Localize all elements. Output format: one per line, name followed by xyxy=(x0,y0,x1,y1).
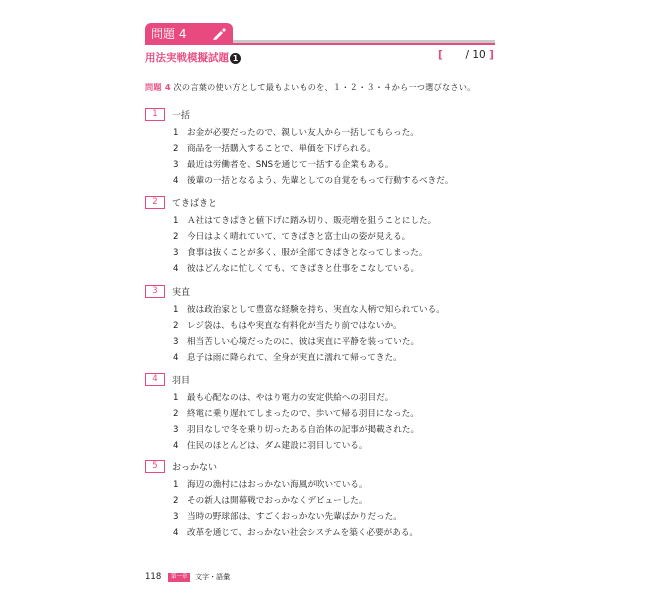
question-block xyxy=(145,196,436,277)
question-word: おっかない xyxy=(172,463,218,473)
answer-option[interactable] xyxy=(145,157,453,173)
question-block xyxy=(145,460,418,541)
score-total: / 10 xyxy=(465,49,486,61)
question-word: てきぱきと xyxy=(172,199,218,209)
option-number: 4 xyxy=(173,528,179,538)
question-header xyxy=(145,285,445,299)
answer-option[interactable] xyxy=(145,390,419,406)
option-number: 4 xyxy=(173,264,179,274)
option-text: Ａ社はてきぱきと値下げに踏み切り、販売増を狙うことにした。 xyxy=(187,216,437,226)
answer-option[interactable] xyxy=(145,125,453,141)
option-text: 最近は労働者を、SNSを通じて一括する企業もある。 xyxy=(187,160,394,170)
option-number: 3 xyxy=(173,337,179,347)
option-number: 1 xyxy=(173,305,179,315)
option-number: 4 xyxy=(173,176,179,186)
question-header xyxy=(145,373,419,387)
option-text: 今日はよく晴れていて、てきぱきと富士山の姿が見える。 xyxy=(187,232,411,242)
answer-option[interactable] xyxy=(145,318,445,334)
option-number: 2 xyxy=(173,144,179,154)
option-number: 4 xyxy=(173,353,179,363)
answer-option[interactable] xyxy=(145,213,436,229)
option-text: 終電に乗り遅れてしまったので、歩いて帰る羽目になった。 xyxy=(187,409,419,419)
question-word: 実直 xyxy=(172,288,191,298)
option-list xyxy=(145,477,418,541)
section-tab-label: 問題 4 xyxy=(151,27,187,41)
option-number: 2 xyxy=(173,321,179,331)
instruction-label: 問題 4 xyxy=(145,82,171,92)
question-header xyxy=(145,196,436,210)
subtitle-text: 用法実戦模擬試題 xyxy=(145,52,229,64)
option-text: 当時の野球部は、すごくおっかない先輩ばかりだった。 xyxy=(187,512,402,522)
question-number: 4 xyxy=(145,373,165,386)
option-number: 3 xyxy=(173,425,179,435)
pencil-hand-icon xyxy=(212,27,228,41)
option-list xyxy=(145,302,445,366)
question-number: 1 xyxy=(145,108,165,121)
option-text: 彼はどんなに忙しくても、てきぱきと仕事をこなしている。 xyxy=(187,264,420,274)
option-text: 最も心配なのは、やはり電力の安定供給への羽目だ。 xyxy=(187,393,394,403)
option-text: 商品を一括購入することで、単価を下げられる。 xyxy=(187,144,376,154)
score-bracket-close: ] xyxy=(489,49,494,61)
section-name: 文字・語彙 xyxy=(195,573,231,581)
answer-option[interactable] xyxy=(145,245,436,261)
option-number: 3 xyxy=(173,160,179,170)
question-word: 羽目 xyxy=(172,376,191,386)
option-text: 食事は抜くことが多く、服が全部てきぱきとなってしまった。 xyxy=(187,248,428,258)
option-number: 1 xyxy=(173,480,179,490)
answer-option[interactable] xyxy=(145,229,436,245)
answer-option[interactable] xyxy=(145,302,445,318)
option-number: 1 xyxy=(173,216,179,226)
question-number: 2 xyxy=(145,196,165,209)
page-number: 118 xyxy=(145,572,162,582)
instruction-text: 次の言葉の使い方として最もよいものを、１・２・３・４から一つ選びなさい。 xyxy=(173,82,476,92)
question-block xyxy=(145,108,453,189)
chapter-tag: 第一章 xyxy=(168,573,191,582)
answer-option[interactable] xyxy=(145,406,419,422)
option-text: 改革を通じて、おっかない社会システムを築く必要がある。 xyxy=(187,528,419,538)
question-number: 3 xyxy=(145,285,165,298)
option-number: 3 xyxy=(173,248,179,258)
answer-option[interactable] xyxy=(145,509,418,525)
question-word: 一括 xyxy=(172,111,191,121)
option-text: 息子は雨に降られて、全身が実直に濡れて帰ってきた。 xyxy=(187,353,402,363)
score-box xyxy=(438,49,494,61)
option-text: 相当苦しい心境だったのに、彼は実直に平静を装っていた。 xyxy=(187,337,420,347)
question-number: 5 xyxy=(145,460,165,473)
question-header xyxy=(145,108,453,122)
option-number: 2 xyxy=(173,496,179,506)
answer-option[interactable] xyxy=(145,261,436,277)
option-list xyxy=(145,125,453,189)
option-text: 海辺の漁村にはおっかない海風が吹いている。 xyxy=(187,480,368,490)
page-footer xyxy=(145,572,230,582)
option-text: レジ袋は、もはや実直な有料化が当たり前ではないか。 xyxy=(187,321,402,331)
score-bracket-open: [ xyxy=(438,49,443,61)
option-text: 羽目なしで冬を乗り切ったある自治体の記事が掲載された。 xyxy=(187,425,420,435)
page-subtitle xyxy=(145,50,241,65)
option-text: 住民のほとんどは、ダム建設に羽目している。 xyxy=(187,441,368,451)
option-number: 4 xyxy=(173,441,179,451)
option-number: 2 xyxy=(173,232,179,242)
option-number: 1 xyxy=(173,393,179,403)
section-tab xyxy=(145,23,233,45)
answer-option[interactable] xyxy=(145,350,445,366)
question-block xyxy=(145,285,445,366)
answer-option[interactable] xyxy=(145,334,445,350)
option-number: 3 xyxy=(173,512,179,522)
question-block xyxy=(145,373,419,454)
answer-option[interactable] xyxy=(145,477,418,493)
option-text: 後輩の一括となるよう、先輩としての自覚をもって行動するべきだ。 xyxy=(187,176,454,186)
option-text: その新人は開幕戦でおっかなくデビューした。 xyxy=(187,496,368,506)
option-text: 彼は政治家として豊富な経験を持ち、実直な人柄で知られている。 xyxy=(187,305,445,315)
option-number: 2 xyxy=(173,409,179,419)
answer-option[interactable] xyxy=(145,438,419,454)
option-list xyxy=(145,213,436,277)
option-list xyxy=(145,390,419,454)
option-text: お金が必要だったので、親しい友人から一括してもらった。 xyxy=(187,128,419,138)
header-rule xyxy=(145,43,495,45)
answer-option[interactable] xyxy=(145,525,418,541)
answer-option[interactable] xyxy=(145,493,418,509)
question-header xyxy=(145,460,418,474)
answer-option[interactable] xyxy=(145,141,453,157)
answer-option[interactable] xyxy=(145,173,453,189)
subtitle-number-badge: 1 xyxy=(230,53,241,64)
instruction xyxy=(145,82,476,93)
answer-option[interactable] xyxy=(145,422,419,438)
option-number: 1 xyxy=(173,128,179,138)
